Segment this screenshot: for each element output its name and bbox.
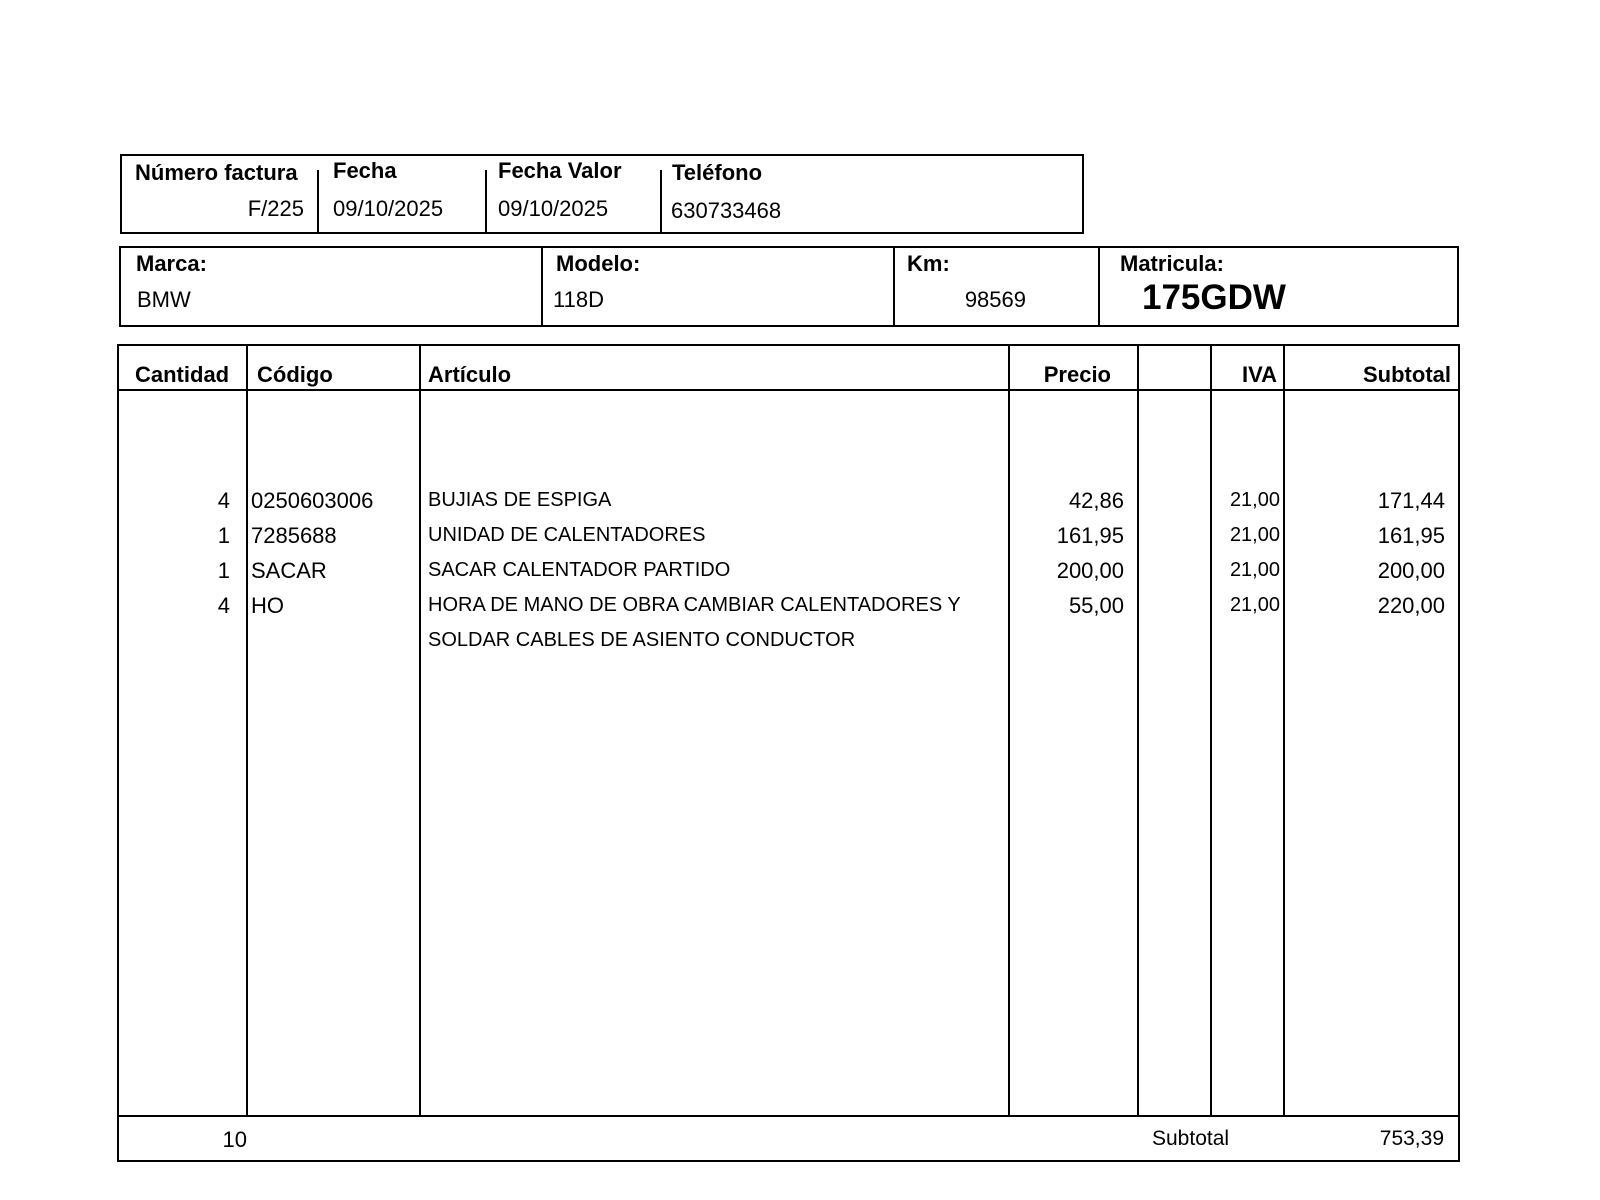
invoice-number-label: Número factura <box>135 160 298 185</box>
model-value: 118D <box>553 287 604 312</box>
column-divider <box>246 344 248 1117</box>
row-article: UNIDAD DE CALENTADORES <box>428 524 706 546</box>
plate-label: Matricula: <box>1120 251 1224 276</box>
brand-label: Marca: <box>136 251 207 276</box>
row-quantity: 4 <box>217 593 230 618</box>
vehicle-divider <box>893 246 895 327</box>
km-value: 98569 <box>964 287 1026 312</box>
column-header-price: Precio <box>1043 362 1111 387</box>
km-label: Km: <box>907 251 950 276</box>
column-header-code: Código <box>257 362 333 387</box>
model-label: Modelo: <box>556 251 641 276</box>
value-date-value: 09/10/2025 <box>498 196 609 221</box>
items-table <box>117 344 1460 1162</box>
row-article: HORA DE MANO DE OBRA CAMBIAR CALENTADORES Y <box>428 594 961 616</box>
row-price: 161,95 <box>1056 523 1124 548</box>
table-footer-rule <box>117 1115 1460 1117</box>
date-label: Fecha <box>333 158 397 183</box>
row-subtotal: 171,44 <box>1377 488 1445 513</box>
total-quantity: 10 <box>222 1127 247 1152</box>
row-iva: 21,00 <box>1229 489 1280 511</box>
row-code: HO <box>251 593 284 618</box>
column-header-subtotal: Subtotal <box>1363 362 1451 387</box>
header-divider <box>660 170 662 234</box>
row-iva: 21,00 <box>1229 524 1280 546</box>
column-header-article: Artículo <box>428 362 512 387</box>
row-code: 0250603006 <box>251 488 374 513</box>
row-subtotal: 200,00 <box>1377 558 1445 583</box>
row-code: 7285688 <box>251 523 337 548</box>
column-header-quantity: Cantidad <box>135 362 230 387</box>
table-header-rule <box>117 389 1460 391</box>
row-iva: 21,00 <box>1229 594 1280 616</box>
footer-subtotal-label: Subtotal <box>1152 1127 1230 1150</box>
row-price: 55,00 <box>1068 593 1124 618</box>
row-code: SACAR <box>251 558 327 583</box>
header-divider <box>485 170 487 234</box>
vehicle-divider <box>1098 246 1100 327</box>
footer-subtotal-value: 753,39 <box>1379 1127 1444 1150</box>
column-divider <box>419 344 421 1117</box>
row-iva: 21,00 <box>1229 559 1280 581</box>
column-divider <box>1137 344 1139 1117</box>
date-value: 09/10/2025 <box>333 196 444 221</box>
row-subtotal: 220,00 <box>1377 593 1445 618</box>
row-quantity: 1 <box>217 558 230 583</box>
row-price: 200,00 <box>1056 558 1124 583</box>
column-header-iva: IVA <box>1241 362 1277 387</box>
row-article: BUJIAS DE ESPIGA <box>428 489 612 511</box>
row-article: SOLDAR CABLES DE ASIENTO CONDUCTOR <box>428 629 856 651</box>
row-subtotal: 161,95 <box>1377 523 1445 548</box>
column-divider <box>1283 344 1285 1117</box>
phone-value: 630733468 <box>671 198 782 223</box>
column-divider <box>1210 344 1212 1117</box>
header-divider <box>317 170 319 234</box>
vehicle-divider <box>541 246 543 327</box>
column-divider <box>1008 344 1010 1117</box>
brand-value: BMW <box>137 287 191 312</box>
value-date-label: Fecha Valor <box>498 158 622 183</box>
row-price: 42,86 <box>1068 488 1124 513</box>
row-quantity: 4 <box>217 488 230 513</box>
row-quantity: 1 <box>217 523 230 548</box>
row-article: SACAR CALENTADOR PARTIDO <box>428 559 731 581</box>
phone-label: Teléfono <box>672 160 763 185</box>
invoice-number-value: F/225 <box>247 196 304 221</box>
plate-value: 175GDW <box>1142 278 1286 317</box>
